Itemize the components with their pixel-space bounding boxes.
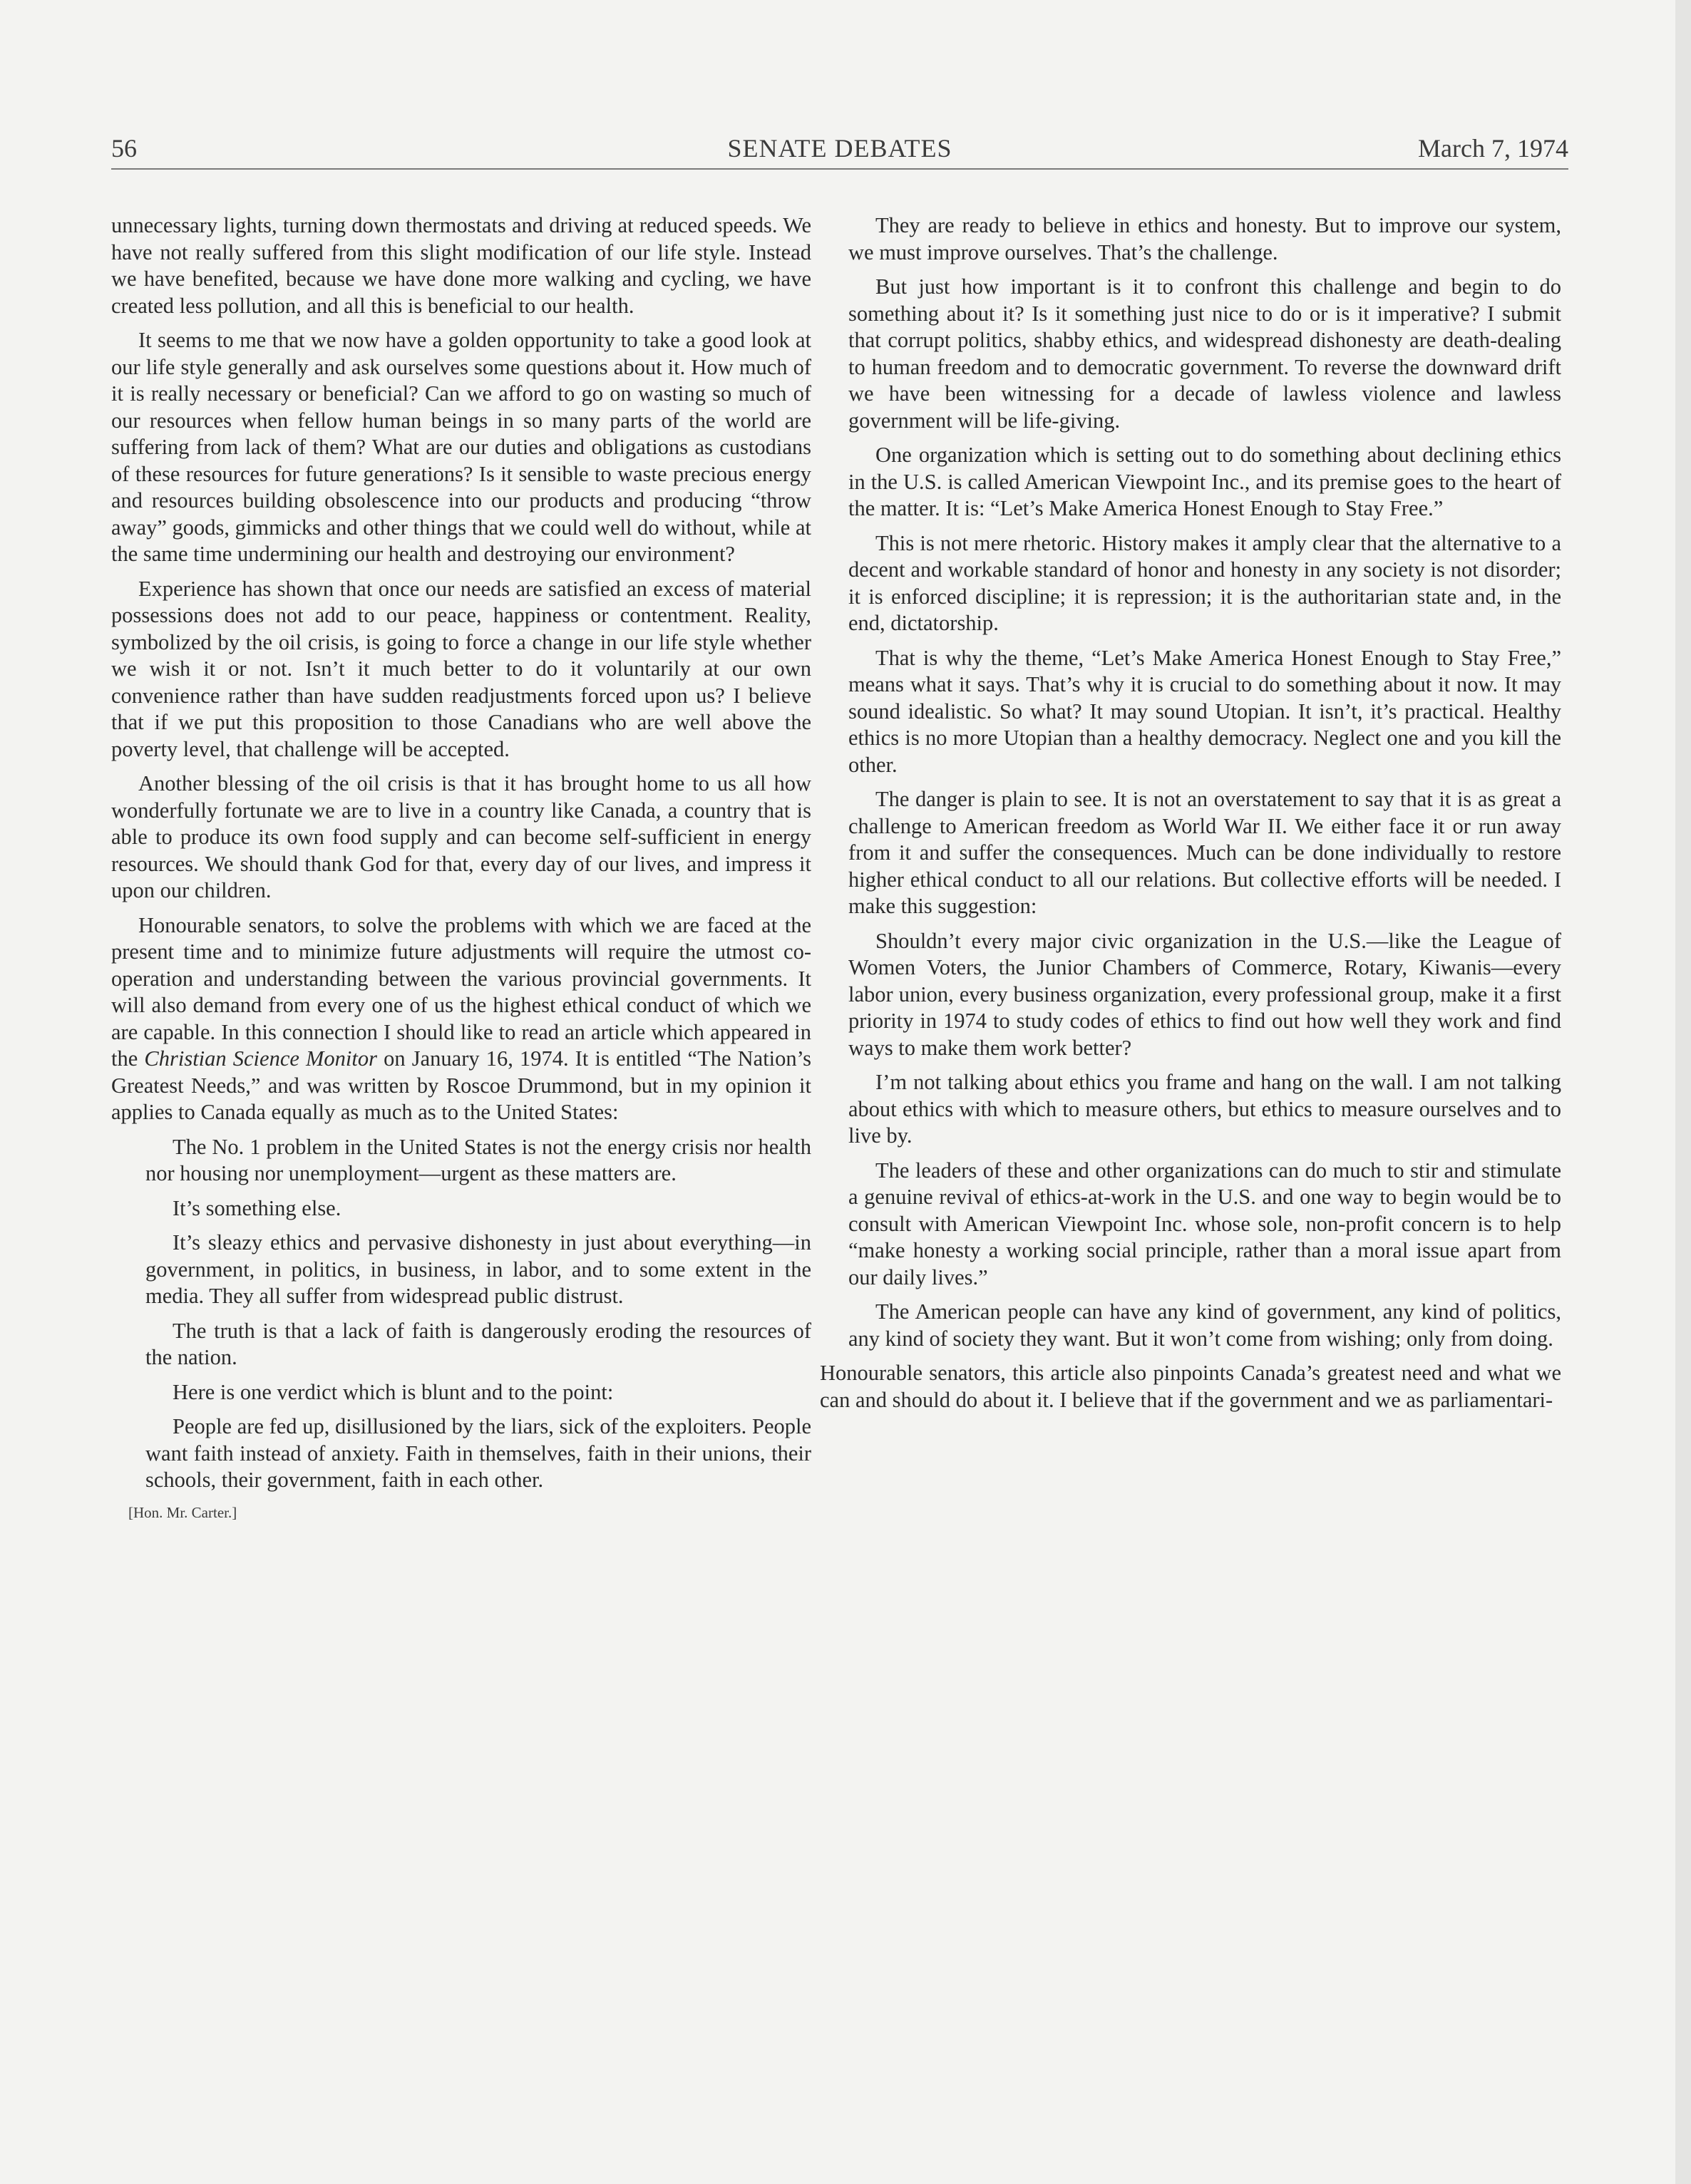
- quote-paragraph: Here is one verdict which is blunt and to the point:: [173, 1379, 614, 1404]
- quote-paragraph: The No. 1 problem in the United States is not the energy crisis nor health nor housing nor unemployment—urgent as these matters are.: [145, 1134, 811, 1185]
- publication-title: SENATE DEBATES: [727, 134, 952, 163]
- quote-paragraph: The leaders of these and other organizations can do much to stir and stimulate a genuine revival of ethics-at-work in the U.S. and one way to begin would be to consult with American Viewpoint Inc. whose sole, non-profit concern is to help “make honesty a working social principle, rather than a moral issue apart from our daily lives.”: [848, 1158, 1561, 1289]
- paragraph: Honourable senators, this article also pinpoints Canada’s greatest need and what we can and should do about it. I believe that if the government and we as parliamentari-: [820, 1361, 1561, 1412]
- quote-paragraph: Shouldn’t every major civic organization in the U.S.—like the League of Women Voters, the Junior Chambers of Commerce, Rotary, Kiwanis—every labor union, every business organization, every professional group, make it a first priority in 1974 to study codes of ethics to find out how well they work and find ways to make them work better?: [848, 928, 1561, 1060]
- paragraph: unnecessary lights, turning down thermostats and driving at reduced speeds. We have not really suffered from this slight modification of our life style. Instead we have benefited, because we have done more walking and cycling, we have created less pollution, and all this is beneficial to our health.: [111, 213, 811, 318]
- quote-paragraph: The American people can have any kind of government, any kind of politics, any kind of society they want. But it won’t come from wishing; only from doing.: [848, 1299, 1561, 1351]
- page-header: [111, 130, 1568, 167]
- page-edge: [1675, 0, 1691, 2184]
- quote-paragraph: One organization which is setting out to do something about declining ethics in the U.S. is called American Viewpoint Inc., and its premise goes to the heart of the matter. It is: “Let’s Make America Honest Enough to Stay Free.”: [848, 443, 1561, 520]
- right-column: [820, 212, 1561, 1421]
- quote-paragraph: That is why the theme, “Let’s Make America Honest Enough to Stay Free,” means what it says. That’s why it is crucial to do something about it now. It may sound idealistic. So what? It may sound Utopian. It isn’t, it’s practical. Healthy ethics is no more Utopian than a healthy democracy. Neglect one and you kill the other.: [848, 645, 1561, 777]
- quote-paragraph: It’s sleazy ethics and pervasive dishonesty in just about everything—in government, in politics, in business, in labor, and to some extent in the media. They all suffer from widespread public distrust.: [145, 1230, 811, 1308]
- paragraph: Experience has shown that once our needs are satisfied an excess of material possessions does not add to our peace, happiness or contentment. Reality, symbolized by the oil crisis, is going to force a change in our life style whether we wish it or not. Isn’t it much better to do it voluntarily at our own convenience rather than have sudden readjustments forced upon us? I believe that if we put this proposition to those Canadians who are well above the poverty level, that challenge will be accepted.: [111, 576, 811, 761]
- paragraph: Another blessing of the oil crisis is that it has brought home to us all how wonderfully fortunate we are to live in a country like Canada, a country that is able to produce its own food supply and can become self-sufficient in energy resources. We should thank God for that, every day of our lives, and impress it upon our children.: [111, 771, 811, 902]
- quote-paragraph: I’m not talking about ethics you frame and hang on the wall. I am not talking about ethics with which to measure others, but ethics to measure ourselves and to live by.: [848, 1070, 1561, 1148]
- quote-paragraph: It’s something else.: [173, 1195, 341, 1220]
- speaker-tag: [Hon. Mr. Carter.]: [128, 1503, 237, 1521]
- paragraph: It seems to me that we now have a golden opportunity to take a good look at our life style generally and ask ourselves some questions about it. How much of it is really necessary or beneficial? Can we afford to go on wasting so much of our resources when fellow human beings in so many parts of the world are suffering from lack of them? What are our duties and obligations as custodians of these resources for future generations? Is it sensible to waste precious energy and resources building obsolescence into our products and producing “throw away” goods, gimmicks and other things that we could well do without, while at the same time undermining our health and destroying our environment?: [111, 328, 811, 566]
- header-rule: [111, 168, 1568, 170]
- issue-date: March 7, 1974: [1418, 134, 1568, 163]
- paragraph: [111, 912, 811, 1126]
- left-column: [111, 212, 811, 1523]
- quote-paragraph: People are fed up, disillusioned by the liars, sick of the exploiters. People want faith instead of anxiety. Faith in themselves, faith in their unions, their schools, their government, faith in each other.: [145, 1414, 811, 1492]
- publication-name: Christian Science Monitor: [144, 1046, 377, 1071]
- quote-paragraph: They are ready to believe in ethics and honesty. But to improve our system, we must improve ourselves. That’s the challenge.: [848, 213, 1561, 264]
- quote-paragraph: But just how important is it to confront this challenge and begin to do something about it? Is it something just nice to do or is it imperative? I submit that corrupt politics, shabby ethics, and widespread dishonesty are death-dealing to human freedom and to democratic government. To reverse the downward drift we have been witnessing for a decade of lawless violence and lawless government will be life-giving.: [848, 274, 1561, 433]
- paragraph-text: on January 16, 1974. It is entitled “The Nation’s Greatest Needs,” and was written by Roscoe Drummond, but in my opinion it applies to Canada equally as much as to the United States:: [111, 1046, 811, 1124]
- quote-paragraph: The danger is plain to see. It is not an overstatement to say that it is as great a challenge to American freedom as World War II. We either face it or run away from it and suffer the consequences. Much can be done individually to restore higher ethical conduct to all our relations. But collective efforts will be needed. I make this suggestion:: [848, 787, 1561, 918]
- page-number: 56: [111, 134, 137, 163]
- quote-paragraph: This is not mere rhetoric. History makes it amply clear that the alternative to a decent and workable standard of honor and honesty in any society is not disorder; it is enforced discipline; it is repression; it is the authoritarian state and, in the end, dictatorship.: [848, 530, 1561, 635]
- quote-paragraph: The truth is that a lack of faith is dangerously eroding the resources of the nation.: [145, 1318, 811, 1369]
- paragraph-text: Honourable senators, to solve the problems with which we are faced at the present time and to minimize future adjustments will require the utmost co-operation and understanding between the various provincial governments. It will also demand from every one of us the highest ethical conduct of which we are capable. In this connection I should like to read an article which appeared in the: [111, 912, 811, 1071]
